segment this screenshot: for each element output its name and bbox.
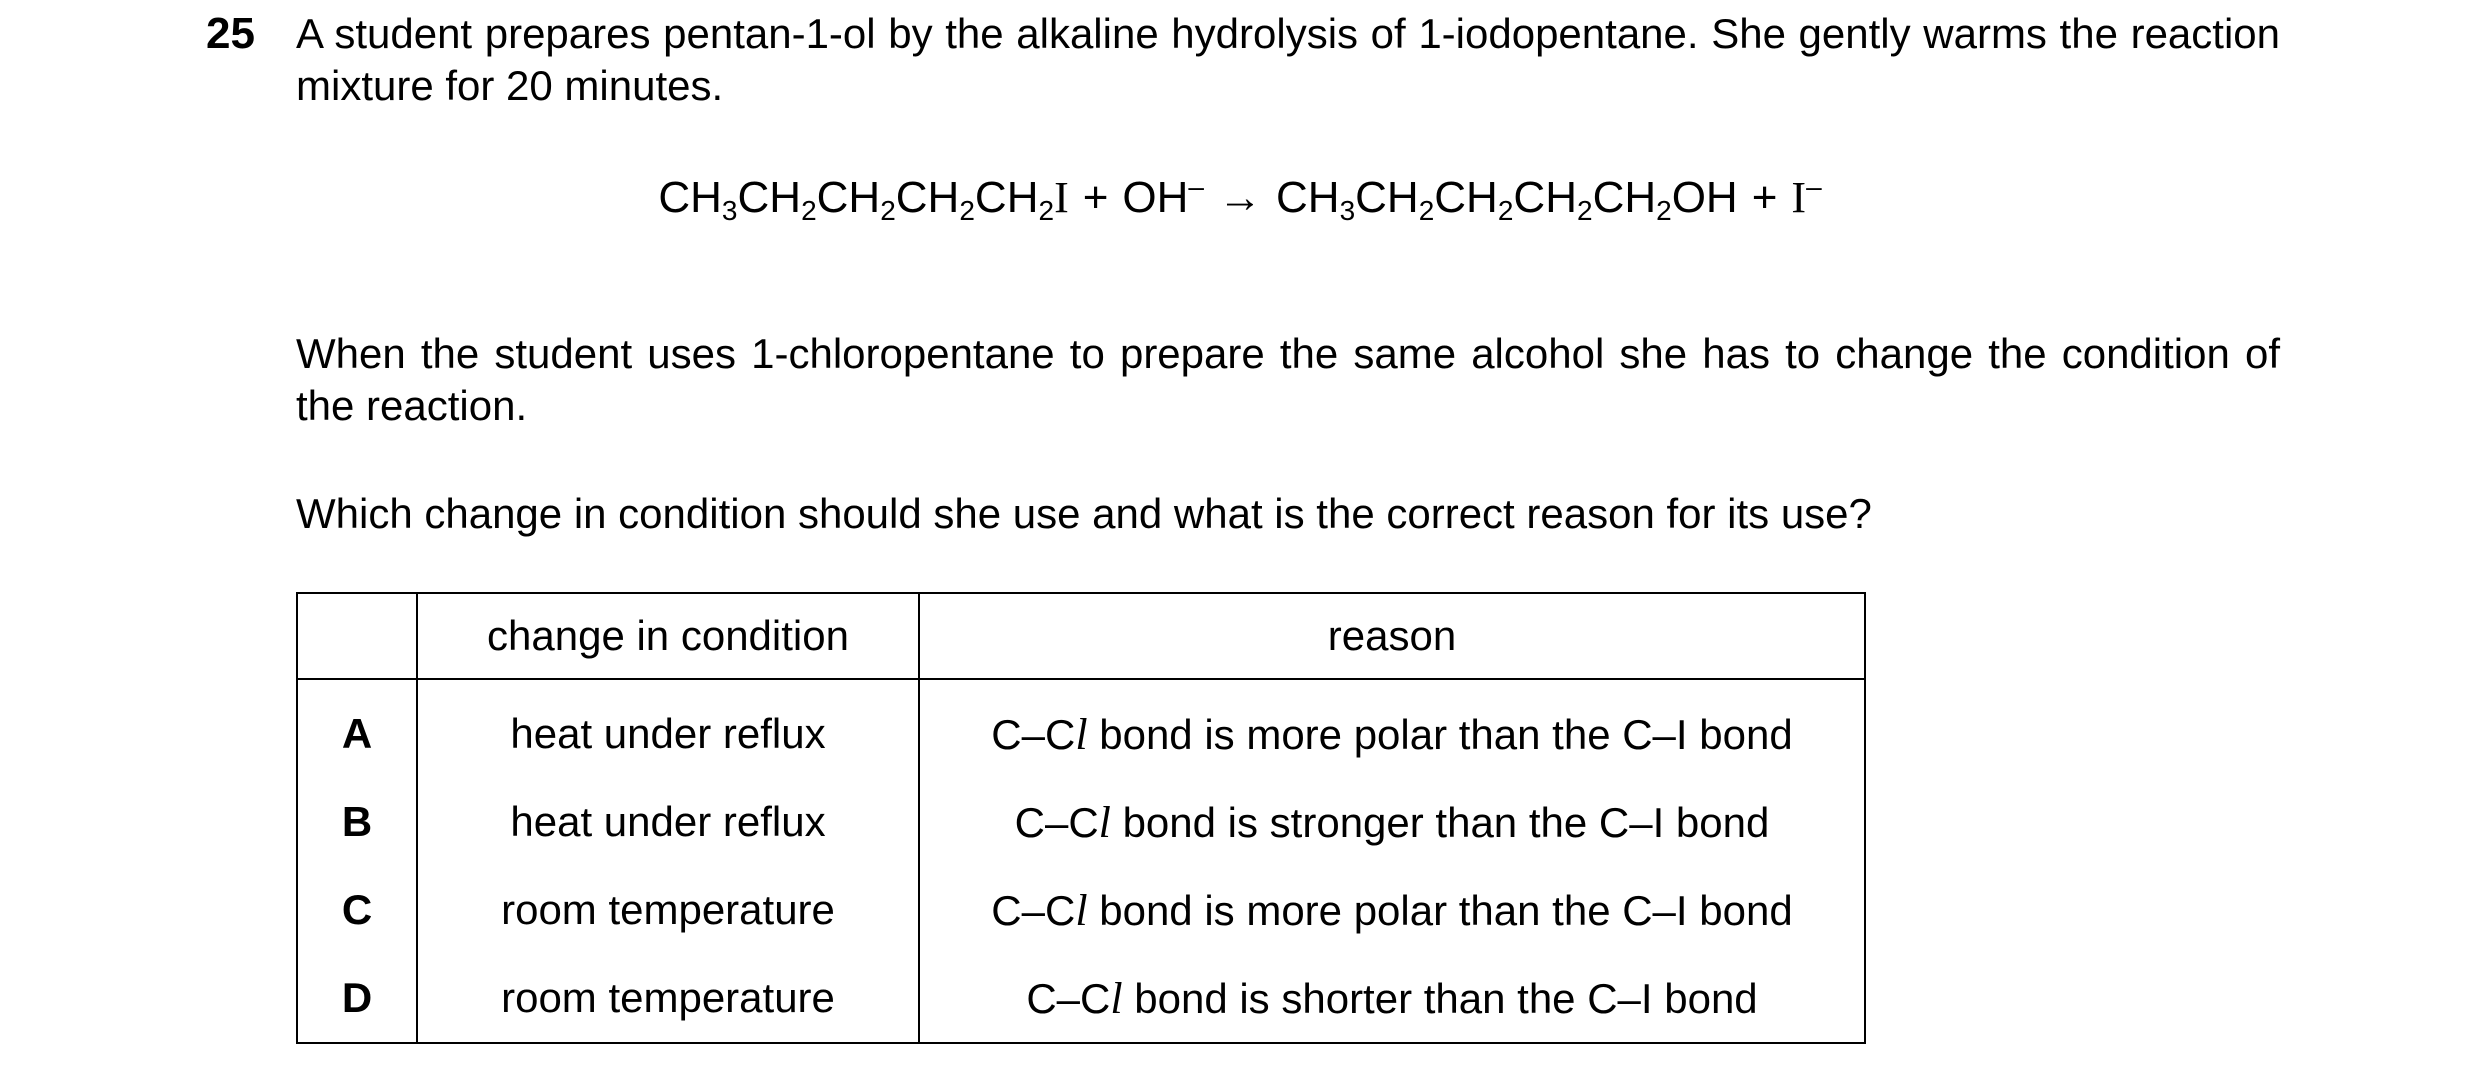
product-pentanol: $CH_3CH_2CH_2CH_2CH_2OH$: [1276, 173, 1738, 226]
option-letter: D: [297, 954, 417, 1043]
reaction-equation: [0, 168, 2480, 228]
answer-options-table: [296, 592, 1866, 1044]
question-intro: A student prepares pentan-1-ol by the alkaline hydrolysis of 1-iodopentane. She gently warms the reaction mixture for 20 minutes.: [296, 10, 2280, 109]
option-row-d[interactable]: [297, 954, 1865, 1043]
option-condition: room temperature: [417, 954, 919, 1043]
condition-change-text: When the student uses 1-chloropentane to prepare the same alcohol she has to change the condition of the reaction.: [296, 330, 2280, 429]
option-reason: C–Cl bond is shorter than the C–I bond: [919, 954, 1865, 1043]
plus-sign: +: [1751, 173, 1778, 222]
option-row-c[interactable]: [297, 866, 1865, 954]
option-condition: heat under reflux: [417, 679, 919, 778]
product-iodide: I–: [1791, 171, 1822, 222]
option-letter: A: [297, 679, 417, 778]
option-letter: B: [297, 778, 417, 866]
question-number: 25: [206, 9, 255, 58]
option-reason: C–Cl bond is more polar than the C–I bond: [919, 866, 1865, 954]
table-header-row: [297, 593, 1865, 679]
header-letter: [297, 593, 417, 679]
option-condition: heat under reflux: [417, 778, 919, 866]
question-prompt: Which change in condition should she use and what is the correct reason for its use?: [296, 490, 1872, 537]
header-reason: reason: [919, 593, 1865, 679]
reactant-iodopentane: $CH_3CH_2CH_2CH_2CH_2I$: [658, 173, 1069, 226]
header-change-in-condition: change in condition: [417, 593, 919, 679]
option-row-a[interactable]: [297, 679, 1865, 778]
reactant-hydroxide: OH–: [1122, 171, 1204, 222]
plus-sign: +: [1082, 173, 1109, 222]
reaction-arrow: →: [1218, 173, 1262, 222]
option-reason: C–Cl bond is stronger than the C–I bond: [919, 778, 1865, 866]
option-condition: room temperature: [417, 866, 919, 954]
option-row-b[interactable]: [297, 778, 1865, 866]
option-letter: C: [297, 866, 417, 954]
option-reason: C–Cl bond is more polar than the C–I bond: [919, 679, 1865, 778]
